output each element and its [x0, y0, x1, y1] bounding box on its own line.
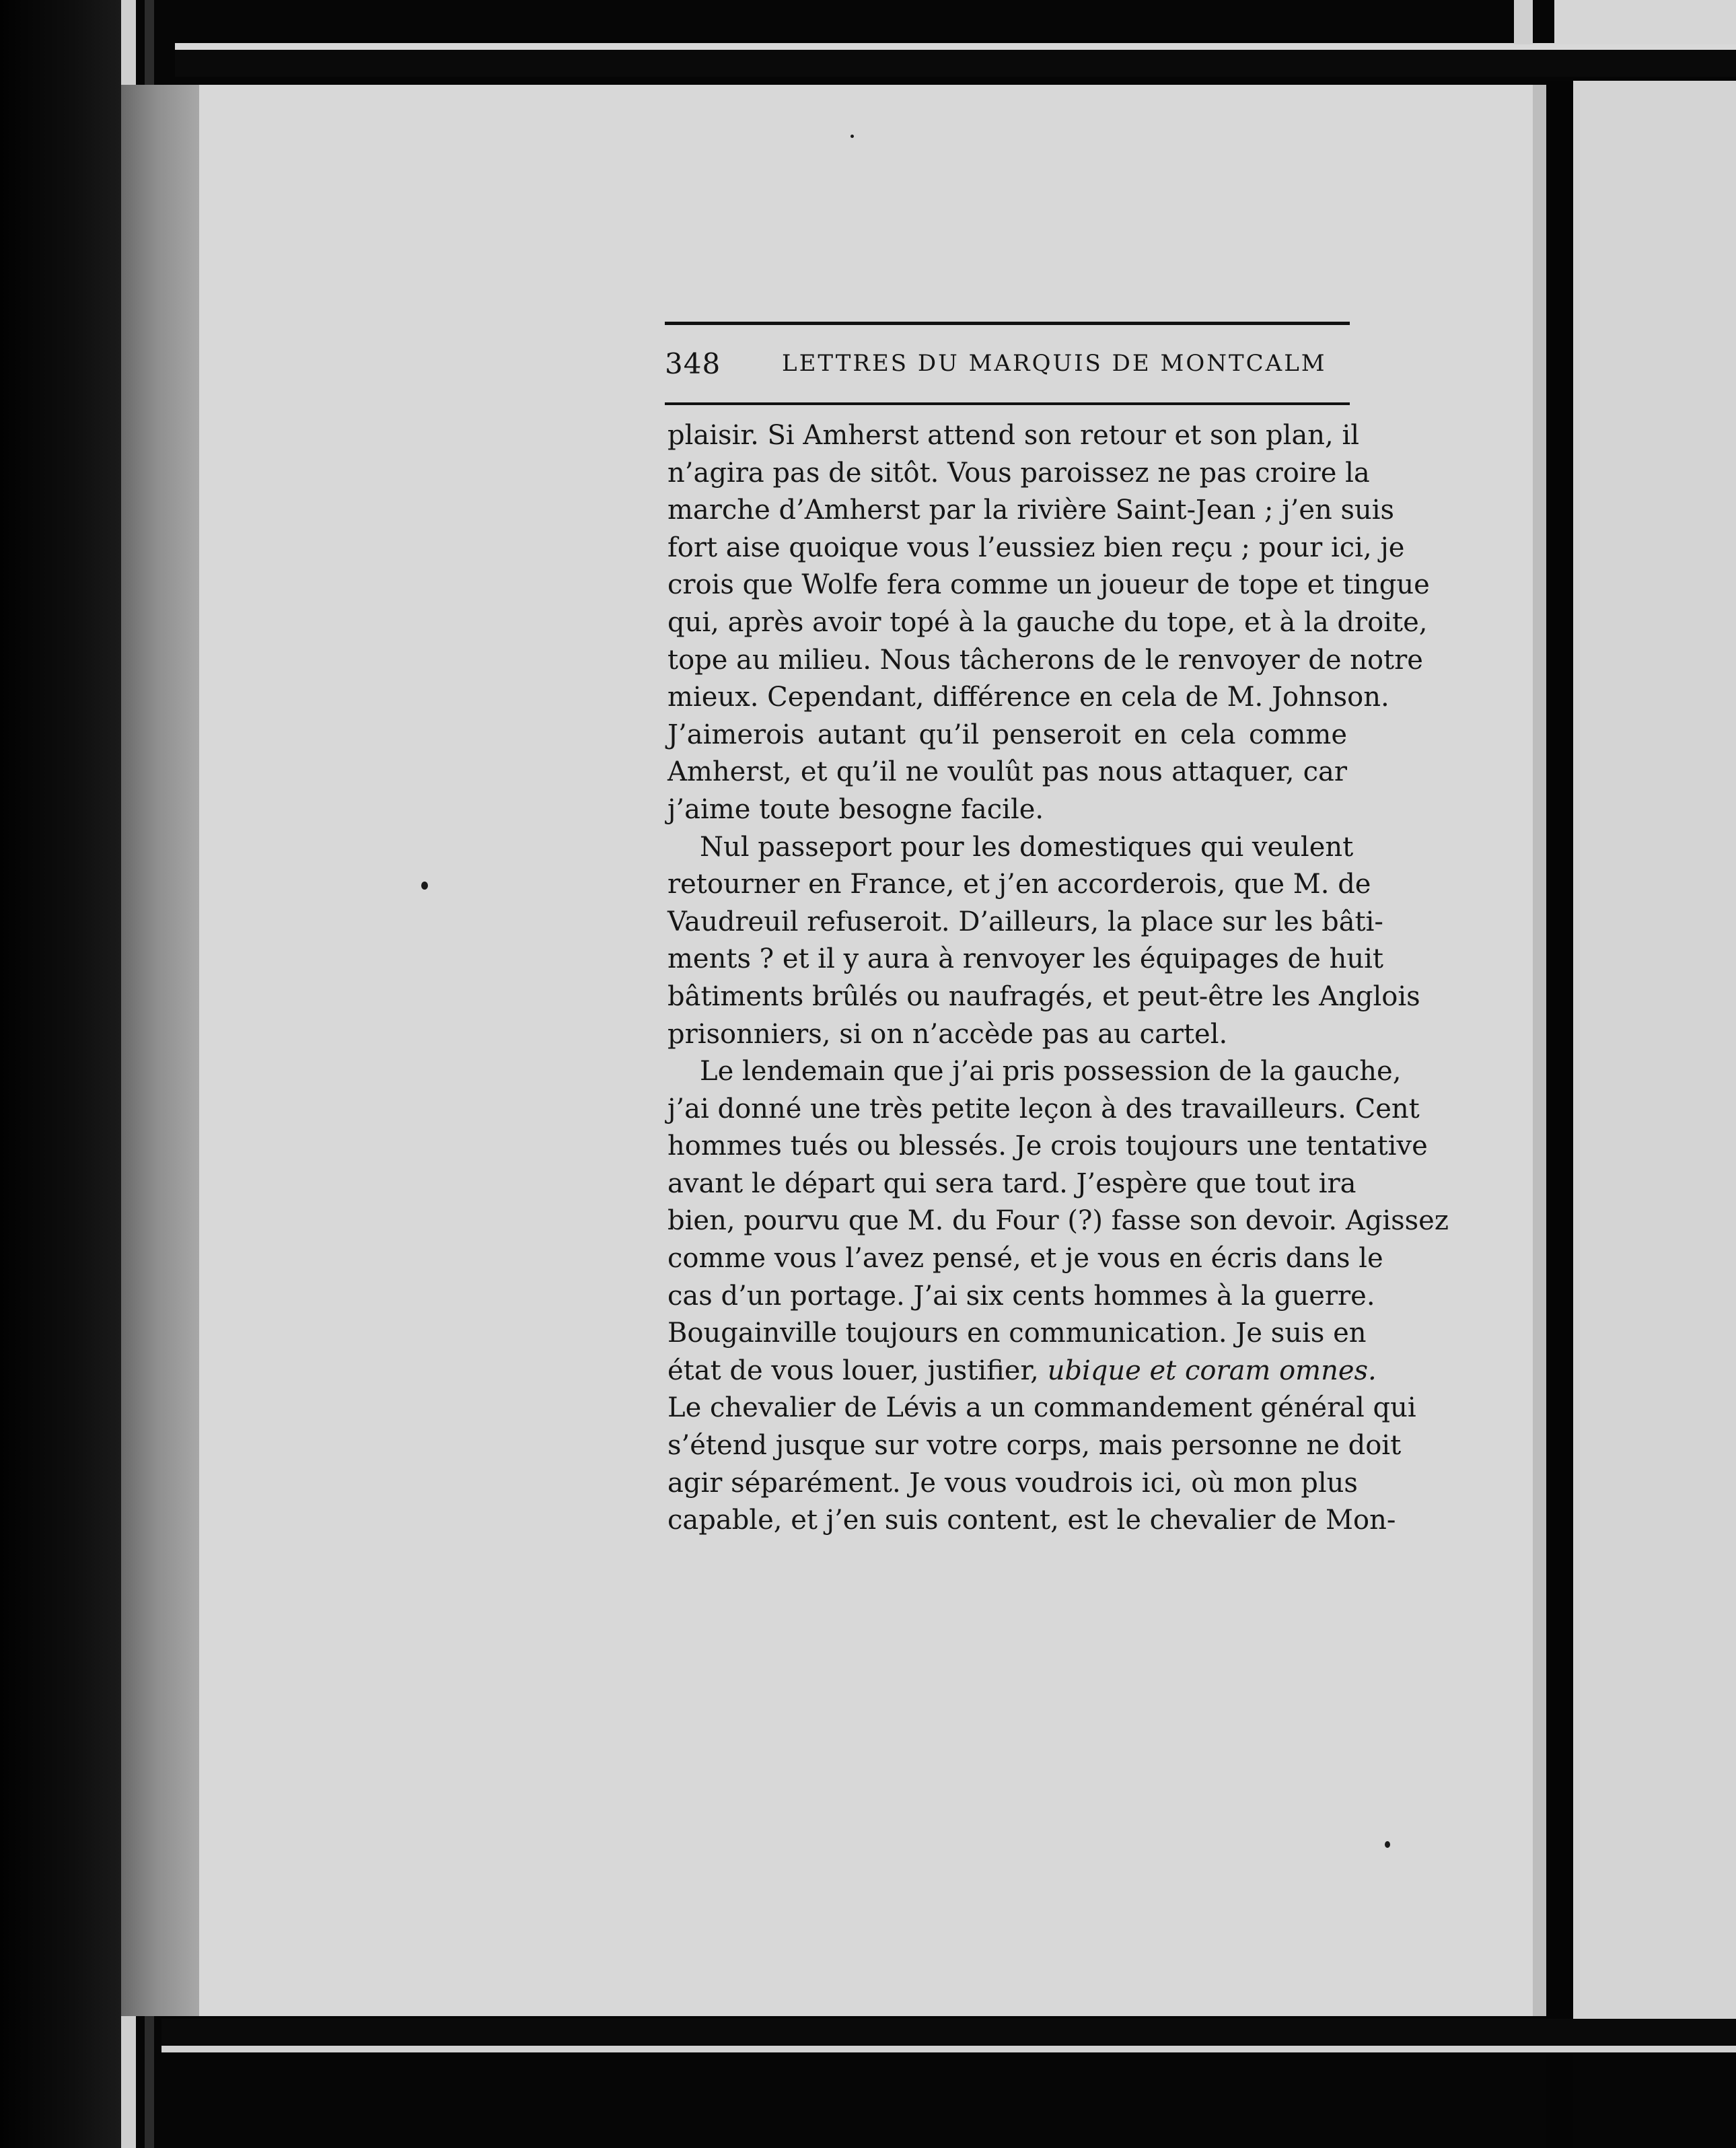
- italic-phrase: ubique et coram omnes.: [1047, 1355, 1377, 1386]
- text-line: n’agira pas de sitôt. Vous paroissez ne pas croire la: [667, 457, 1370, 489]
- text-line: bâtiments brûlés ou naufragés, et peut-être les Anglois: [667, 980, 1420, 1012]
- text-line: marche d’Amherst par la rivière Saint-Jean ; j’en suis: [667, 495, 1395, 526]
- text-line: agir séparément. Je vous voudrois ici, où mon plus: [667, 1467, 1358, 1499]
- text-line: Vaudreuil refuseroit. D’ailleurs, la place sur les bâti-: [667, 906, 1383, 937]
- page-number: 348: [665, 347, 721, 380]
- page-edge: [1533, 85, 1546, 2016]
- text-line: mieux. Cependant, différence en cela de M. Johnson.: [667, 682, 1389, 713]
- header-rule: [665, 402, 1350, 405]
- text-line: Amherst, et qu’il ne voulût pas nous attaquer, car: [667, 756, 1347, 788]
- text-line: s’étend jusque sur votre corps, mais personne ne doit: [667, 1430, 1402, 1462]
- text-line: bien, pourvu que M. du Four (?) fasse son devoir. Agissez: [667, 1205, 1449, 1237]
- text-line-with-italic: [667, 1353, 1377, 1390]
- adjacent-page: [1573, 81, 1736, 2019]
- text-line: hommes tués ou blessés. Je crois toujours une tentative: [667, 1131, 1428, 1162]
- text-line: plaisir. Si Amherst attend son retour et son plan, il: [667, 420, 1360, 451]
- film-band-bottom: [161, 2019, 1736, 2052]
- scan-speck: [851, 135, 854, 138]
- text-line: ments ? et il y aura à renvoyer les équipages de huit: [667, 943, 1384, 975]
- film-band-top: [175, 43, 1736, 77]
- text-line: J’aimerois autant qu’il penseroit en cela comme: [667, 719, 1347, 750]
- page-gutter-shadow: [121, 85, 202, 2016]
- text-line: Bougainville toujours en communication. Je suis en: [667, 1318, 1367, 1349]
- film-divider: [1546, 81, 1573, 2148]
- text-line: comme vous l’avez pensé, et je vous en écris dans le: [667, 1243, 1383, 1275]
- text-line: qui, après avoir topé à la gauche du tope, et à la droite,: [667, 606, 1428, 638]
- text-line: capable, et j’en suis content, est le chevalier de Mon-: [667, 1505, 1396, 1536]
- text-segment: état de vous louer, justifier,: [667, 1355, 1039, 1386]
- text-line: Nul passeport pour les domestiques qui veulent: [700, 831, 1354, 863]
- text-line: Le chevalier de Lévis a un commandement général qui: [667, 1392, 1416, 1424]
- text-line: j’aime toute besogne facile.: [667, 793, 1044, 825]
- scan-speck: [421, 882, 428, 890]
- text-line: avant le départ qui sera tard. J’espère que tout ira: [667, 1168, 1357, 1199]
- film-strip: [1514, 0, 1533, 44]
- text-line: cas d’un portage. J’ai six cents hommes à la guerre.: [667, 1280, 1375, 1312]
- body-text: [667, 417, 1449, 1540]
- text-line: crois que Wolfe fera comme un joueur de tope et tingue: [667, 569, 1430, 601]
- adjacent-page-edge: [1554, 0, 1736, 44]
- film-edge-left: [0, 0, 121, 2148]
- text-line: retourner en France, et j’en accorderois, que M. de: [667, 869, 1371, 900]
- header-rule: [665, 322, 1350, 325]
- text-line: tope au milieu. Nous tâcherons de le renvoyer de notre: [667, 644, 1423, 676]
- text-line: fort aise quoique vous l’eussiez bien reçu ; pour ici, je: [667, 532, 1405, 563]
- text-line: prisonniers, si on n’accède pas au cartel.: [667, 1018, 1228, 1050]
- text-line: j’ai donné une très petite leçon à des travailleurs. Cent: [667, 1093, 1420, 1124]
- scan-speck: [1385, 1841, 1390, 1848]
- text-line: Le lendemain que j’ai pris possession de la gauche,: [700, 1056, 1402, 1087]
- running-head: LETTRES DU MARQUIS DE MONTCALM: [782, 350, 1327, 377]
